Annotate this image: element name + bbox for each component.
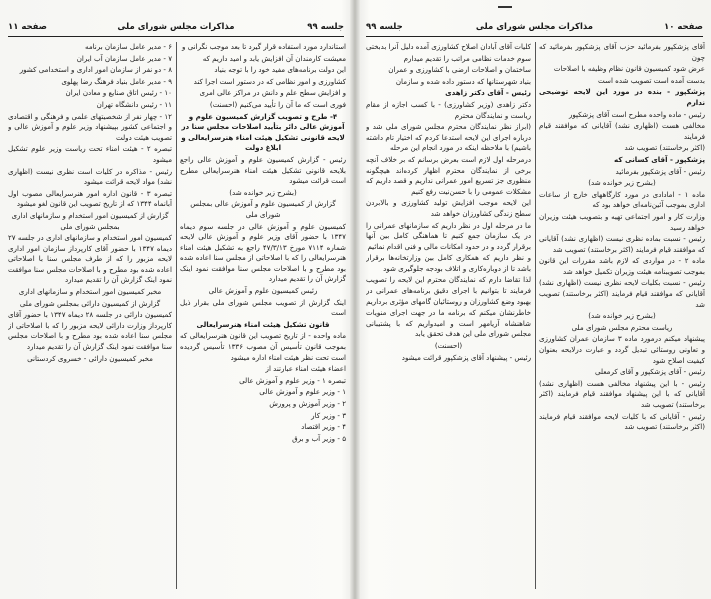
- right-page-left-column: [366, 42, 531, 591]
- list-item: ۱۰ - رئیس اتاق صنایع و معادن ایران: [65, 88, 172, 98]
- paragraph: رئیس - آقای پزشکپور بفرمائید: [615, 166, 705, 176]
- paragraph: و نظر داریم که همکاری کامل بین وزارتخانه‌ها برقرار باشد تا از دوباره‌کاری و اتلاف بودجه جلوگیری شود: [366, 253, 531, 273]
- paragraph: سوم خدمات نظامی مراتب را تقدیم میدارم: [403, 53, 531, 63]
- paragraph: کلیات آقای آبادان اصلاح کشاورزی آمده دلیل آنرا بدبختی: [366, 42, 531, 51]
- left-page: [0, 0, 352, 599]
- paragraph: ساختمان و اصلاحات ارضی با کشاورزی و عمران: [388, 65, 531, 75]
- speaker-line: پزشکپور - بنده در مورد این لایحه توضیحی ندارم: [539, 87, 705, 107]
- left-page-header: [8, 18, 344, 37]
- paragraph: کمیسیون علوم و آموزش عالی در جلسه سوم دیماه ۱۳۴۷ با حضور آقای وزیر علوم و آموزش عالی لایحه شماره ۷۱۱۴ مورخ ۴۷/۳/۱۳ راجع به تشکیل هیئت امناء هنرسرایعالی را که با اصلاحاتی از مجلس سنا اعاده شده بود مطرح و با اصلاحات مجلس سنا موافقت نمود اینک گزارش آن را تقدیم میدارد: [180, 221, 346, 284]
- column-divider: [535, 42, 536, 589]
- paragraph: پیشنهاد میکنم درمورد ماده ۳ سازمان عمران کشاورزی و تعاونی روستائی تبدیل گردد و عبارت درلایحه بعنوان کیفیت اصلاح شود: [539, 334, 705, 365]
- paragraph: و افزایش سطح علم و دانش در مراکز عالی امری: [199, 88, 346, 98]
- paragraph: رئیس - ماده واحده مطرح است آقای پزشکپور: [568, 109, 705, 119]
- paragraph: (بشرح زیر خوانده شد): [588, 311, 656, 321]
- paragraph: این لایحه موجب افزایش تولید کشاورزی و بالابردن سطح زندگی کشاورزان خواهد شد: [366, 198, 531, 218]
- session-label: جلسه ۹۹: [366, 22, 403, 32]
- letter-heading: ریاست محترم مجلس شورای ملی: [571, 322, 673, 332]
- list-item: ۷ - مدیر عامل سازمان آب ایران: [76, 53, 172, 63]
- list-item: ۵ - وزیر آب و برق: [292, 433, 346, 443]
- top-mark: [498, 2, 512, 11]
- speaker-line: پزشکپور - آقای کسانی که: [614, 154, 705, 164]
- paragraph: مخالفی هست (اظهاری نشد) آقایانی که موافقند قیام فرمایند: [539, 121, 705, 141]
- list-item: ۴ - وزیر اقتصاد: [301, 422, 346, 432]
- page-number: صفحه ۱۰: [664, 22, 703, 32]
- paragraph: بنیاد شهرستانها که دستور داده شده و سازمان: [395, 76, 531, 86]
- paragraph: ماده واحده - از تاریخ تصویب این قانون هنرسرایعالی که بموجب قانون تأسیس آن مصوب ۱۳۳۶ تأسیس گردیده است تحت نظر هیئت امناء اداره میشود: [180, 331, 346, 362]
- paragraph: تبصره ۳ - قانون اداره امور هنرسرایعالی مصوب اول آبانماه ۱۳۴۴ که از تاریخ تصویب این قانون لغو میشود: [8, 188, 172, 209]
- paragraph: این دولت برنامه‌های مفید خود را با توجه بنیاد: [214, 65, 346, 75]
- running-title: مذاکرات مجلس شورای ملی: [117, 22, 235, 32]
- paragraph: رئیس - نسبت بکلیات لایحه نظری نیست (اظهاری نشد) آقایانی که موافقند قیام فرمایند (اکثر برخاستند) تصویب شد: [539, 278, 705, 309]
- right-page-header: [366, 18, 703, 37]
- paragraph: رئیس - گزارش کمیسیون علوم و آموزش عالی راجع بلایحه قانونی تشکیل هیئت امناء هنرسرایعالی مطرح است قرائت میشود: [180, 154, 346, 186]
- paragraph: خاطرنشان میکنم که برنامه ما در جهت اجرای منویات شاهنشاه آریامهر است و امیدواریم که با پشتیبانی مجلس شورای ملی این هدف تحقق یابد: [366, 308, 531, 339]
- list-item: ۱ - وزیر علوم و آموزش عالی: [259, 387, 346, 397]
- paragraph: رئیس - پیشنهاد آقای پزشکپور قرائت میشود: [401, 352, 531, 362]
- paragraph: (اکثر برخاستند) تصویب شد: [624, 143, 705, 153]
- paragraph: کمیسیون دارائی در جلسه ۲۸ دیماه ۱۳۴۷ با حضور آقای کارپرداز وزارت دارائی لایحه مزبور را که با اصلاحاتی از مجلس سنا اعاده شده بود مطرح و با اصلاحات مجلس سنا موافقت نمود اینک گزارش آن را تقدیم میدارد: [8, 310, 172, 352]
- paragraph: اعضاء هیئت امناء عبارتند از: [265, 364, 346, 374]
- section-heading: ۴- طرح و تصویب گزارش کمیسیون علوم و آموزش عالی دائر بتأیید اصلاحات مجلس سنا در لایحه قانونی تشکیل هیئت امناء هنرسرایعالی و ابلاغ دولت: [181, 111, 345, 153]
- paragraph: دکتر زاهدی (وزیر کشاورزی) - با کسب اجازه از مقام ریاست و نمایندگان محترم: [366, 99, 531, 120]
- paragraph: (بشرح زیر خوانده شد): [588, 178, 656, 188]
- paragraph: ما در مرحله اول در نظر داریم که سازمانهای عمرانی را در یک سازمان جمع کنیم تا هماهنگی کامل بین آنها برقرار گردد و در حدود امکانات مالی و فنی اقدام نمائیم: [366, 220, 531, 251]
- page-number: صفحه ۱۱: [8, 22, 47, 32]
- signature-line: رئیس کمیسیون علوم و آموزش عالی: [208, 286, 318, 296]
- paragraph: رئیس - نسبت بماده نظری نیست (اظهاری نشد) آقایانی که موافقند قیام فرمایند (اکثر برخاستند) تصویب شد: [539, 234, 705, 254]
- paragraph: فوری است که ما آن را تأیید می‌کنیم (احسنت): [209, 99, 346, 109]
- signature-line: مخبر کمیسیون دارائی - خسروی کردستانی: [27, 353, 153, 363]
- paragraph: ماده ۲ - در مواردی که لازم باشد مقررات این قانون بموجب تصویبنامه هیئت وزیران تکمیل خواهد شد: [539, 256, 705, 276]
- paragraph: بدست آمده است تصویب شده است: [598, 75, 705, 85]
- paragraph: رئیس - آقایانی که با کلیات لایحه موافقند قیام فرمایند (اکثر برخاستند) تصویب شد: [539, 411, 705, 432]
- paragraph: اینک گزارش از تصویب مجلس شورای ملی بقرار ذیل است: [180, 297, 346, 318]
- signature-line: مخبر کمیسیون امور استخدام و سازمانهای اداری: [18, 287, 162, 297]
- column-divider: [176, 42, 177, 589]
- session-label: جلسه ۹۹: [307, 22, 344, 32]
- report-heading: گزارش از کمیسیون علوم و آموزش عالی بمجلس شورای ملی: [190, 199, 336, 219]
- right-page: [358, 0, 711, 599]
- list-item: ۸ - دو نفر از سازمان امور اداری و استخدامی کشور: [19, 65, 172, 75]
- paragraph: آقای پزشکپور بفرمائید حزب آقای پزشکپور بفرمائید که چون: [539, 42, 705, 62]
- paragraph: رئیس - آقای پزشکپور و آقای کرمعلی: [594, 367, 705, 377]
- paragraph: تبصره ۲ - هیئت امناء تحت ریاست وزیر علوم تشکیل میشود: [8, 144, 172, 164]
- report-heading: گزارش از کمیسیون دارائی بمجلس شورای ملی: [19, 298, 161, 308]
- list-item: ۱۲ - چهار نفر از شخصیتهای علمی و فرهنگی و اقتصادی و اجتماعی کشور بپیشنهاد وزیر علوم و آموزش عالی و تصویب هیئت دولت: [8, 111, 172, 142]
- paragraph: استاندارد مورد استفاده قرار گیرد تا بعد موجب نگرانی و: [182, 42, 346, 51]
- paragraph: معیشت کارمندان آن افزایش یابد و امید داریم که: [202, 53, 346, 63]
- law-title: قانون تشکیل هیئت امناء هنرسرایعالی: [196, 319, 330, 329]
- paragraph: کشاورزی و امور نظامی که در دستور است اجرا کند: [193, 76, 346, 86]
- left-page-right-column: [180, 42, 346, 591]
- list-item: ۱۱ - رئیس دانشگاه تهران: [96, 99, 172, 109]
- running-title: مذاکرات مجلس شورای ملی: [475, 22, 594, 32]
- list-item: ۶ - مدیر عامل سازمان برنامه: [85, 42, 172, 51]
- paragraph: رئیس - مذاکره در کلیات است نظری نیست (اظهاری نشد) مواد لایحه قرائت میشود: [8, 166, 172, 187]
- list-item: ۹ - مدیر عامل بنیاد فرهنگ رضا پهلوی: [61, 76, 172, 86]
- list-item: ۲ - وزیر آموزش و پرورش: [269, 399, 346, 408]
- left-page-left-column: [8, 42, 172, 591]
- paragraph: (بشرح زیر خوانده شد): [229, 187, 297, 197]
- paragraph: لذا تقاضا دارم که نمایندگان محترم این لایحه را تصویب فرمایند تا بتوانیم با اجرای دقیق برنامه‌های عمرانی در بهبود وضع کشاورزان و روستائیان گامهای مؤثری برداریم: [366, 275, 531, 306]
- paragraph: وزارت کار و امور اجتماعی تهیه و بتصویب هیئت وزیران خواهد رسید: [539, 211, 705, 232]
- list-item: ۳ - وزیر کار: [311, 410, 346, 420]
- paragraph: تبصره ۱ - وزیر علوم و آموزش عالی: [239, 375, 346, 385]
- paragraph: درمرحله اول لازم است بعرض برسانم که بر خلاف آنچه برخی از نمایندگان محترم اظهار کرده‌اند هیچگونه منظوری جز تسریع امور عمرانی نداریم و قصد داریم که مشکلات عمومی را با حسن‌نیت رفع کنیم: [366, 154, 531, 196]
- paragraph: ماده ۱ - امادادی در مورد کارگاههای خارج از ساعات اداری بموجب آئین‌نامه‌ای خواهد بود که: [539, 189, 705, 210]
- paragraph: (احسنت): [434, 341, 463, 351]
- report-heading: گزارش از کمیسیون امور استخدام و سازمانهای اداری بمجلس شورای ملی: [11, 210, 169, 231]
- paragraph: کمیسیون امور استخدام و سازمانهای اداری در جلسه ۲۷ دیماه ۱۳۴۷ با حضور آقای کارپرداز سازمان امور اداری لایحه مزبور را که از طرف مجلس سنا با اصلاحاتی اعاده شده بود مطرح و با اصلاحات مجلس سنا موافقت نمود اینک گزارش آن را تقدیم میدارد: [8, 233, 172, 285]
- paragraph: رئیس - با این پیشنهاد مخالفی هست (اظهاری نشد) آقایانی که با این پیشنهاد موافقند قیام فرمایند (اکثر برخاستند) تصویب شد: [539, 378, 705, 409]
- right-page-right-column: [539, 42, 705, 591]
- paragraph: عرض شود کمیسیون قانون نظام وظیفه با اصلاحات: [553, 64, 705, 74]
- speaker-line: رئیس - آقای دکتر زاهدی: [445, 88, 531, 98]
- paragraph: (ابراز نظر نمایندگان محترم مجلس شورای ملی شد و درباره اجرای این لایحه استدعا کردم که اختیار تام داشته باشیم) با ملاحظه اینکه در مورد انجام این مرحله: [366, 122, 531, 153]
